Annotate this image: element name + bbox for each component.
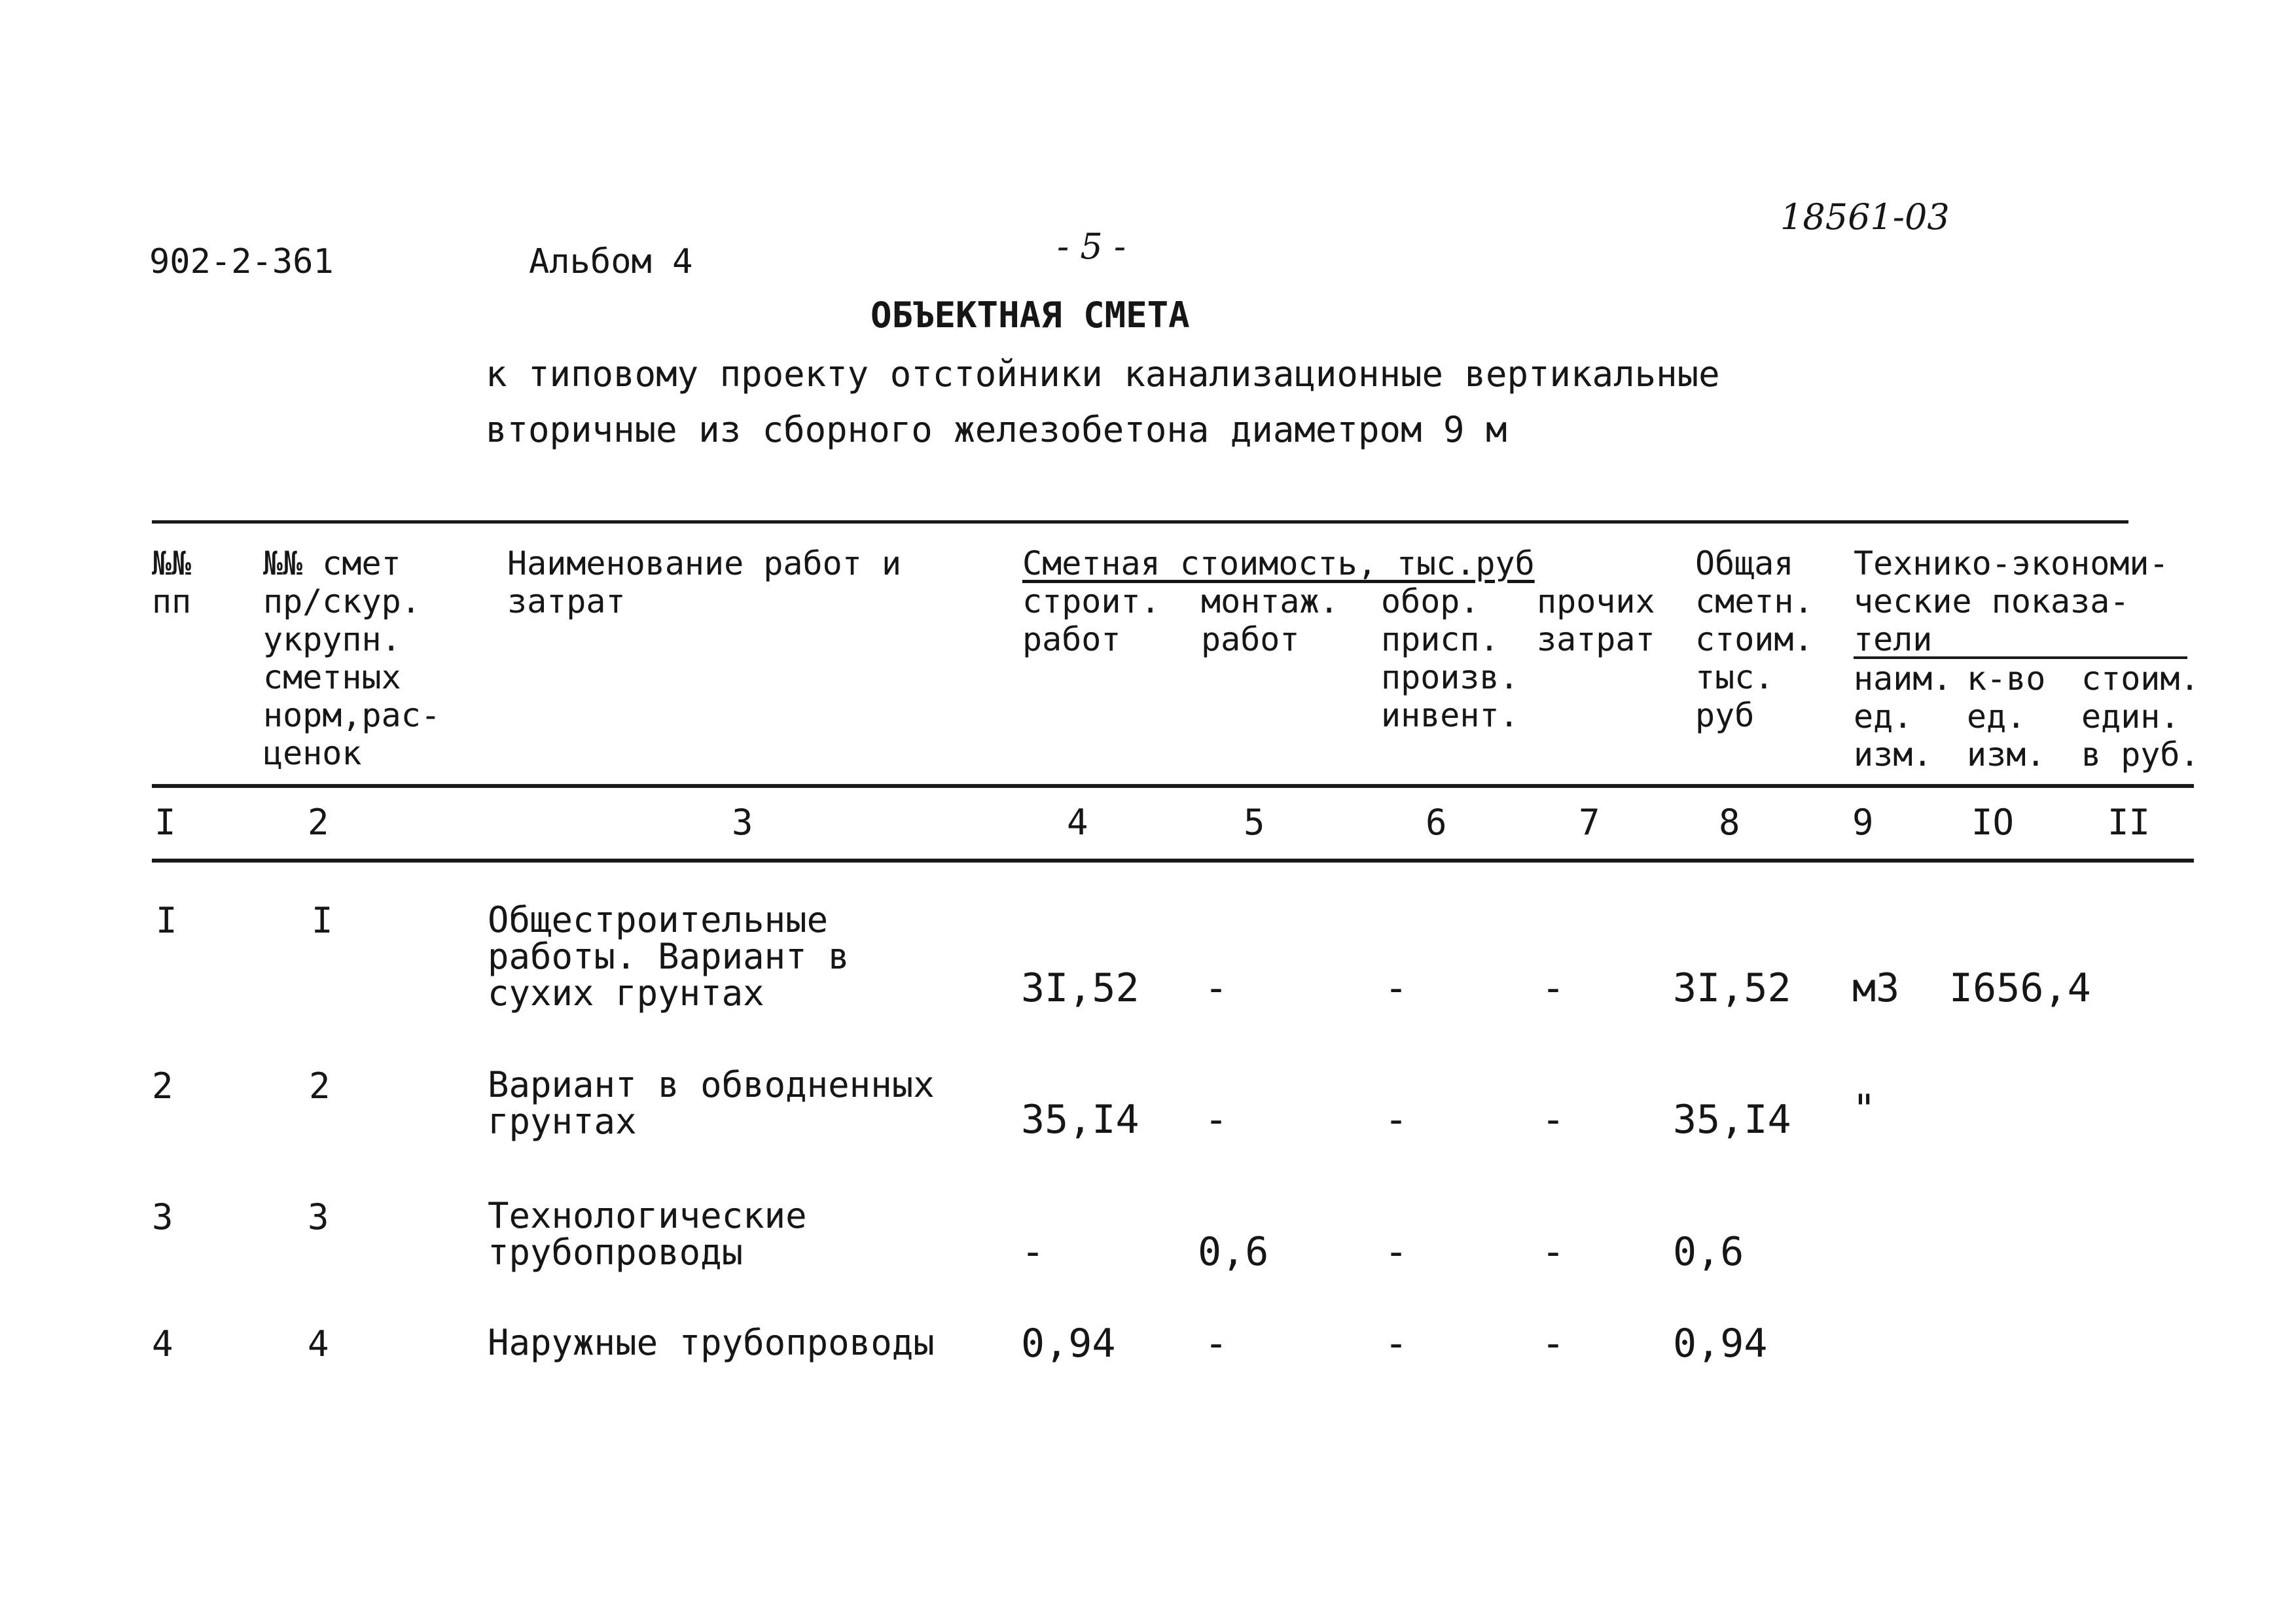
document-title: ОБЪЕКТНАЯ СМЕТА xyxy=(870,294,1190,336)
col-header-total-cost: Общая сметн. стоим. тыс. руб xyxy=(1695,544,1814,734)
table-row-equipment: - xyxy=(1384,1229,1408,1275)
table-row-total: 0,6 xyxy=(1673,1229,1744,1275)
column-number-3: 3 xyxy=(732,802,753,843)
column-number-11: II xyxy=(2108,802,2151,843)
table-row-other: - xyxy=(1541,965,1566,1011)
col-header-work-name: Наименование работ и затрат xyxy=(507,544,902,620)
table-row-number: I xyxy=(156,900,177,941)
table-row-estimate: I xyxy=(312,900,333,941)
column-number-8: 8 xyxy=(1719,802,1740,843)
col-header-row-no: №№ пп xyxy=(152,544,192,620)
table-row-estimate: 4 xyxy=(308,1323,329,1364)
table-row-unit-name: м3 xyxy=(1852,965,1900,1011)
table-row-estimate: 3 xyxy=(308,1196,329,1238)
table-row-construction: 0,94 xyxy=(1021,1321,1116,1366)
column-number-5: 5 xyxy=(1244,802,1265,843)
subtitle-line-2: вторичные из сборного железобетона диаметром 9 м xyxy=(486,409,1507,450)
album-label: Альбом 4 xyxy=(529,242,693,281)
col-header-unit-name: наим. ед. изм. xyxy=(1854,660,1952,774)
table-row-installation: - xyxy=(1204,1097,1229,1143)
column-number-6: 6 xyxy=(1426,802,1447,843)
table-row-equipment: - xyxy=(1384,965,1408,1011)
table-top-rule xyxy=(152,520,2128,524)
col-header-construction: строит. работ xyxy=(1022,582,1160,658)
column-number-1: I xyxy=(154,802,176,843)
col-group-tech-economic: Технико-экономи- ческие показа- тели xyxy=(1854,544,2169,658)
table-row-number: 2 xyxy=(152,1065,173,1107)
table-row-other: - xyxy=(1541,1321,1566,1366)
table-row-construction: 3I,52 xyxy=(1021,965,1139,1011)
table-row-equipment: - xyxy=(1384,1097,1408,1143)
subtitle-line-1: к типовому проекту отстойники канализационные вертикальные xyxy=(486,353,1720,395)
table-row-construction: - xyxy=(1021,1229,1045,1275)
col-group-estimated-cost: Сметная стоимость, тыс.руб xyxy=(1022,544,1535,582)
table-row-estimate: 2 xyxy=(309,1065,331,1107)
document-code: 902-2-361 xyxy=(149,242,334,281)
column-number-4: 4 xyxy=(1067,802,1088,843)
table-row-total: 35,I4 xyxy=(1673,1097,1791,1143)
table-row-construction: 35,I4 xyxy=(1021,1097,1139,1143)
column-number-10: IO xyxy=(1971,802,2015,843)
col-header-equipment: обор. присп. произв. инвент. xyxy=(1381,582,1519,734)
table-row-other: - xyxy=(1541,1097,1566,1143)
table-row-unit-qty: I656,4 xyxy=(1949,965,2091,1011)
table-row-work-name: Технологические трубопроводы xyxy=(488,1195,807,1273)
col-header-unit-cost: стоим. един. в руб. xyxy=(2081,660,2200,774)
archive-stamp: 18561-03 xyxy=(1780,196,1950,238)
table-row-number: 4 xyxy=(152,1323,173,1364)
table-row-work-name: Наружные трубопроводы xyxy=(488,1322,935,1363)
table-row-installation: - xyxy=(1204,1321,1229,1366)
header-bottom-rule xyxy=(152,784,2194,788)
table-row-total: 3I,52 xyxy=(1673,965,1791,1011)
column-number-9: 9 xyxy=(1852,802,1874,843)
table-row-equipment: - xyxy=(1384,1321,1408,1366)
table-row-work-name: Вариант в обводненных грунтах xyxy=(488,1064,935,1142)
column-number-7: 7 xyxy=(1579,802,1600,843)
col-header-unit-qty: к-во ед. изм. xyxy=(1967,660,2046,774)
table-row-total: 0,94 xyxy=(1673,1321,1768,1366)
col-header-other: прочих затрат xyxy=(1537,582,1655,658)
table-row-installation: 0,6 xyxy=(1198,1229,1269,1275)
col-header-installation: монтаж. работ xyxy=(1201,582,1339,658)
table-row-installation: - xyxy=(1204,965,1229,1011)
table-row-other: - xyxy=(1541,1229,1566,1275)
column-number-2: 2 xyxy=(308,802,329,843)
column-numbers-rule xyxy=(152,859,2194,863)
page-number: - 5 - xyxy=(1057,226,1126,267)
table-row-number: 3 xyxy=(152,1196,173,1238)
table-row-work-name: Общестроительные работы. Вариант в сухих грунтах xyxy=(488,899,850,1014)
table-row-unit-name: " xyxy=(1852,1086,1876,1132)
col-header-estimate-no: №№ смет пр/скур. укрупн. сметных норм,рас- ценок xyxy=(263,544,440,772)
